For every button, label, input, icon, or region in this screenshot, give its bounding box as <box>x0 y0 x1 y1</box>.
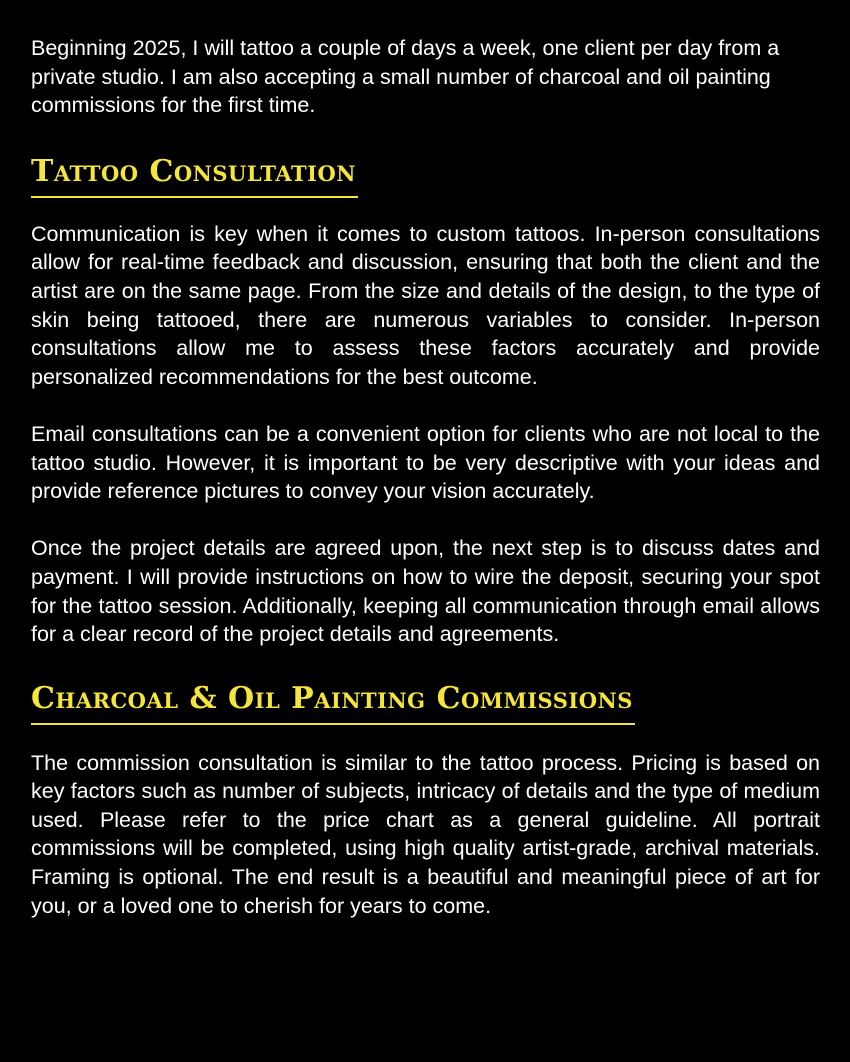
commissions-section <box>31 649 820 921</box>
tattoo-consultation-section <box>31 120 820 649</box>
tattoo-paragraph-email: Email consultations can be a convenient option for clients who are not local to the tattoo studio. However, it is important to be very descriptive with your ideas and provide reference pictures to convey your vision accurately. <box>31 421 820 504</box>
commissions-paragraph: The commission consultation is similar to the tattoo process. Pricing is based on key factors such as number of subjects, intricacy of details and the type of medium used. Please refer to the price chart as a general guideline. All portrait commissions will be completed, using high quality artist-grade, archival materials. Framing is optional. The end result is a beautiful and meaningful piece of art for you, or a loved one to cherish for years to come. <box>31 750 820 918</box>
commissions-heading: Charcoal & Oil Painting Commissions <box>31 681 635 725</box>
tattoo-paragraph-in-person: Communication is key when it comes to custom tattoos. In-person consultations allow for real-time feedback and discussion, ensuring that both the client and the artist are on the same page. From the size and details of the design, to the type of skin being tattooed, there are numerous variables to consider. In-person consultations allow me to assess these factors accurately and provide personalized recommendations for the best outcome. <box>31 221 820 389</box>
tattoo-consultation-heading: Tattoo Consultation <box>31 154 358 198</box>
page-content <box>31 34 820 920</box>
tattoo-paragraph-payment: Once the project details are agreed upon, the next step is to discuss dates and payment. I will provide instructions on how to wire the deposit, securing your spot for the tattoo session. Additionally, keeping all communication through email allows for a clear record of the project details and agreements. <box>31 536 820 647</box>
intro-paragraph: Beginning 2025, I will tattoo a couple of days a week, one client per day from a private studio. I am also accepting a small number of charcoal and oil painting commissions for the first time. <box>31 36 780 118</box>
